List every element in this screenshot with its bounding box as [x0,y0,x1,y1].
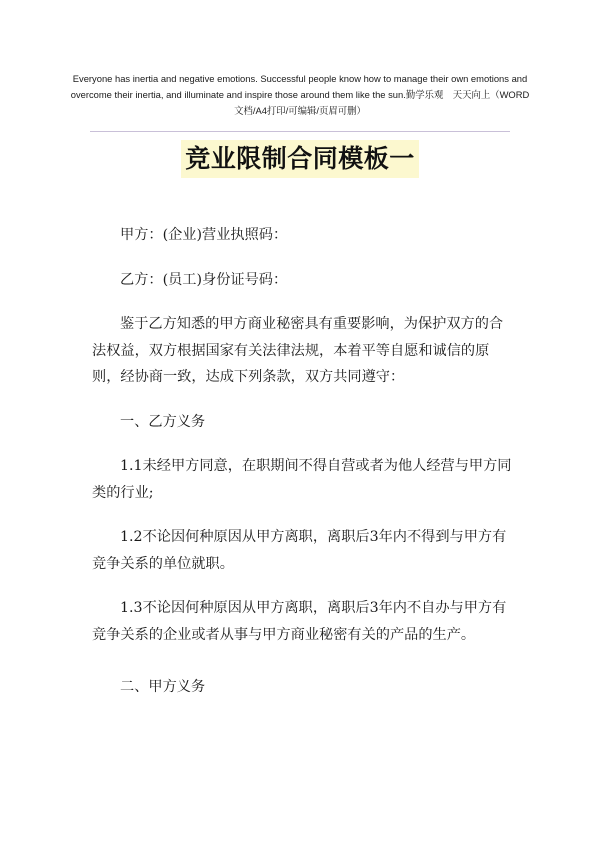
clause-1-3: 1.3不论因何种原因从甲方离职，离职后3年内不自办与甲方有竞争关系的企业或者从事与甲方商业秘密有关的产品的生产。 [92,600,507,643]
party-b-line: 乙方：(员工)身份证号码： [120,271,288,288]
header-line-3: 文档/A4打印/可编辑/页眉可删） [234,105,366,116]
document-title: 竞业限制合同模板一 [181,140,419,178]
clause-1-1: 1.1未经甲方同意，在职期间不得自营或者为他人经营与甲方同类的行业; [92,458,512,501]
preamble-paragraph: 鉴于乙方知悉的甲方商业秘密具有重要影响，为保护双方的合法权益，双方根据国家有关法律法规，本着平等自愿和诚信的原则，经协商一致，达成下列条款，双方共同遵守： [92,316,504,385]
section-heading-party-a-obligations: 二、甲方义务 [120,679,206,695]
header-line-2: overcome their inertia, and illuminate and inspire those around them like the sun.勤学乐观 天天向上（WORD [70,89,530,100]
header-divider [90,131,510,132]
document-body [92,222,512,701]
title-container [0,140,600,178]
party-a-line: 甲方：(企业)营业执照码： [120,227,288,243]
header-line-1: Everyone has inertia and negative emotions. Successful people know how to manage their own emotions and [72,73,528,84]
clause-1-2: 1.2不论因何种原因从甲方离职，离职后3年内不得到与甲方有竞争关系的单位就职。 [92,529,507,572]
page-header [60,71,540,119]
section-heading-party-b-obligations: 一、乙方义务 [120,413,206,430]
